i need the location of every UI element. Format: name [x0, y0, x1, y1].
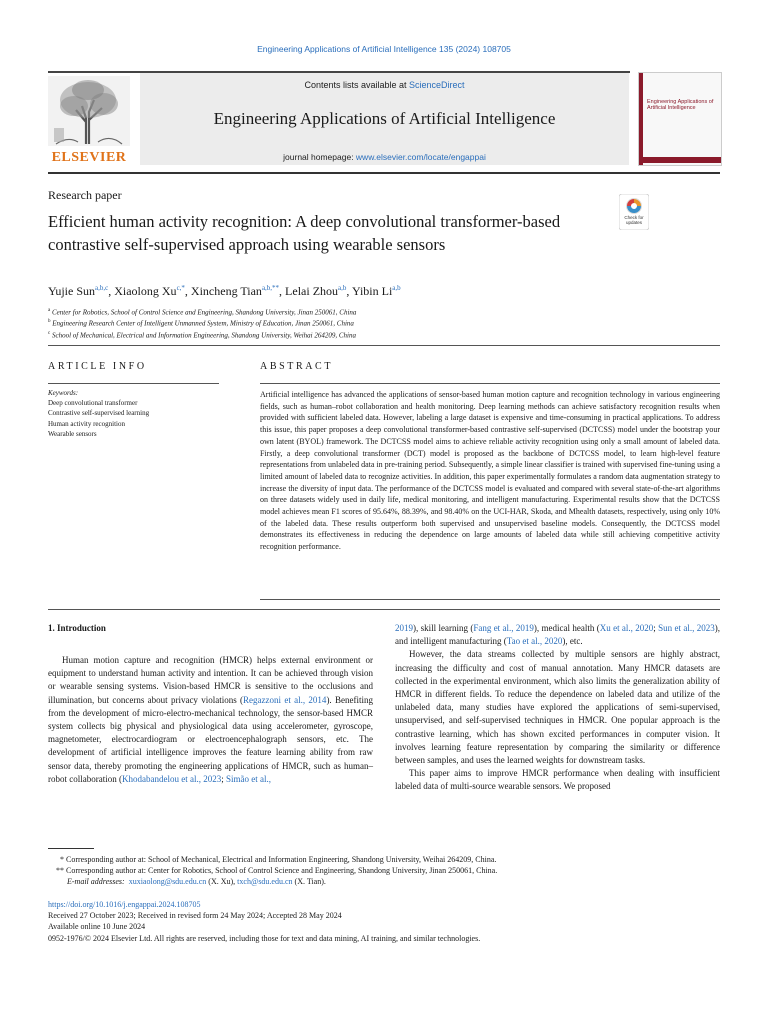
- header-bottom-rule: [48, 172, 720, 174]
- email-owner: (X. Tian).: [292, 877, 326, 887]
- publisher-logo-text[interactable]: ELSEVIER: [51, 150, 127, 165]
- cover-bottom-band: [643, 157, 721, 163]
- citation-link[interactable]: Simão et al.,: [225, 773, 271, 784]
- affiliation-text: School of Mechanical, Electrical and Information Engineering, Shandong University, Weihai 264209, China: [51, 330, 356, 339]
- article-type: Research paper: [48, 188, 122, 202]
- affiliation-text: Engineering Research Center of Intelligent Unmanned System, Ministry of Education, Jinan 250061, China: [52, 319, 354, 328]
- author-name[interactable]: Yujie Sun: [48, 284, 96, 298]
- publication-info: [48, 899, 720, 944]
- paper-title: Efficient human activity recognition: A deep convolutional transformer-based contrastive self-supervised approach using wearable sensors: [48, 212, 561, 254]
- footnote-text: Corresponding author at: Center for Robotics, School of Control Science and Engineering, Shandong University, Jinan 250061, China.: [66, 866, 498, 876]
- email-link[interactable]: xuxiaolong@sdu.edu.cn: [128, 877, 207, 887]
- doi-link[interactable]: https://doi.org/10.1016/j.engappai.2024.108705: [48, 900, 201, 909]
- keyword: Human activity recognition: [48, 419, 125, 428]
- text-run: ), skill learning (: [413, 623, 474, 633]
- author-separator: ,: [108, 284, 115, 298]
- text-run: Human motion capture and recognition (HMCR) helps external environment or equipment to understand human activity and intention. It can be achieved through vision or wearable sensing systems. Vision-based HMCR is sensitive to the occlusions and illumination, but concerns about privacy violations (: [48, 655, 373, 705]
- cover-title: Engineering Applications of Artificial Intelligence: [647, 99, 714, 111]
- keyword: Wearable sensors: [48, 429, 97, 438]
- header-top-rule: [48, 71, 630, 73]
- email-line: [48, 876, 720, 887]
- citation-link[interactable]: Khodabandelou et al., 2023: [121, 773, 222, 784]
- text-run: ), etc.: [562, 636, 583, 647]
- body-column-left: [48, 654, 373, 786]
- author-name[interactable]: Lelai Zhou: [285, 284, 339, 298]
- author-affiliation-marks[interactable]: a,b: [392, 284, 401, 292]
- received-dates: Received 27 October 2023; Received in revised form 24 May 2024; Accepted 28 May 2024: [48, 911, 342, 921]
- keywords-block: [48, 388, 228, 439]
- author-separator: ,: [279, 284, 286, 298]
- text-run: ;: [653, 623, 659, 633]
- body-column-right: [395, 622, 720, 794]
- affiliation-line: [48, 317, 728, 328]
- author-separator: ,: [346, 284, 352, 298]
- email-owner: (X. Xu),: [206, 877, 238, 887]
- author-affiliation-marks[interactable]: a,b,**: [261, 284, 280, 292]
- abstract-rule: [260, 383, 720, 384]
- author-affiliation-marks[interactable]: a,b,c: [95, 284, 109, 292]
- keyword: Deep convolutional transformer: [48, 399, 138, 408]
- citation-link[interactable]: Sun et al., 2023: [658, 623, 715, 633]
- footnotes: [48, 854, 720, 888]
- affiliation-line: [48, 306, 728, 317]
- footnote: [48, 854, 720, 865]
- author-separator: ,: [184, 284, 191, 298]
- footnote-mark: **: [56, 866, 64, 876]
- author-name[interactable]: Xiaolong Xu: [114, 284, 177, 298]
- footnote-mark: *: [60, 855, 64, 864]
- footnote: [48, 865, 720, 876]
- affiliation-line: [48, 329, 728, 340]
- intro-paragraph: [48, 654, 373, 786]
- intro-paragraph: However, the data streams collected by multiple sensors are highly abstract, increasing the difficulty and cost of manual annotation. Many HMCR datasets are collected in the experimental environment, which also limits the generalization ability of HMCR in different fields. To reduce the dependence on labeled data and utilize of the unlabeled data, many studies have explored the applications of semi-supervised, unsupervised, and self-supervised techniques in HMCR. One popular approach is the contrastive learning, which has shown excited performances in computer vision. It involves learning feature representation by comparing the similarity or difference between samples, and uses the learned weights for downstream tasks.: [395, 649, 720, 766]
- affiliations: [48, 306, 728, 340]
- abstract-bottom-rule: [260, 599, 720, 600]
- contents-prefix: Contents lists available at: [304, 80, 410, 90]
- cover-stripe: [639, 73, 643, 165]
- keywords-label: Keywords:: [48, 389, 79, 397]
- email-label: E-mail addresses:: [67, 877, 125, 887]
- intro-paragraph: This paper aims to improve HMCR performance when dealing with insufficient labeled data of multi-source wearable sensors. We proposed: [395, 768, 720, 792]
- citation-link[interactable]: Regazzoni et al., 2014: [243, 694, 327, 705]
- journal-reference-link[interactable]: Engineering Applications of Artificial Intelligence 135 (2024) 108705: [257, 44, 511, 54]
- intro-paragraph-continued: [395, 622, 720, 648]
- abstract-text: Artificial intelligence has advanced the applications of sensor-based human motion capture and recognition technology in various engineering fields, such as human–robot collaboration and health monitoring. Deep learning methods can achieve satisfactory recognition results when provided with sufficient labeled data. However, labeling a large dataset is expensive and time-consuming in practical applications. To address this issue, this paper proposes a deep convolutional transformer-based contrastive self-supervised (DCTCSS) model under the bootstrap your own latent (BYOL) framework. The DCTCSS model aims to achieve reliable activity recognition using only a small amount of labeled data. Firstly, a deep convolutional transformer (DCT) model is proposed as the backbone of DCTCSS model, to learn high-level feature representations from unlabeled data in pre-training period. Subsequently, a simple linear classifier is trained with supervised fine-tuning using a limited amount of labeled data to recognize activities. In addition, this paper experimentally formulates a random data augmentation strategy to increase the diversity of input data. The performance of the DCTCSS model is evaluated and compared with several state-of-the-art algorithms on three datasets widely used in daily life, medical monitoring, and intelligent manufacturing. Experimental results show that the DCTCSS model achieves mean F1 scores of 95.64%, 88.39%, and 98.40% on the UCI-HAR, Skoda, and Mhealth datasets, respectively, using only 10% of the labeled data. These results outperform both supervised and unsupervised baseline models. Consequently, the DCTCSS model demonstrates its effectiveness in reducing the dependence on large amounts of labeled data while still achieving competitive activity recognition performance.: [260, 390, 720, 552]
- text-run: ), and intelligent manufacturing (: [395, 623, 720, 647]
- text-run: ). Benefiting from the development of micro-electro-mechanical technology, the sensor-based HMCR system collects big physical and physiological data using accelerometer, gyroscope, magnetometer, electrocardiogram or electroencephalograph sensors, etc. The development of artificial intelligence improves the feature learning ability from raw sensor data, thereby promoting the engineering applications of HMCR, such as human–robot collaboration (: [48, 694, 373, 784]
- affiliation-text: Center for Robotics, School of Control Science and Engineering, Shandong University, Jinan 250061, China: [51, 308, 357, 317]
- citation-link[interactable]: Tao et al., 2020: [506, 636, 563, 647]
- author-name[interactable]: Xincheng Tian: [190, 284, 262, 298]
- keyword: Contrastive self-supervised learning: [48, 409, 150, 418]
- check-for-updates-icon[interactable]: [619, 194, 649, 230]
- footnote-rule: [48, 848, 94, 849]
- citation-link[interactable]: Xu et al., 2020: [599, 623, 654, 633]
- homepage-prefix: journal homepage:: [283, 152, 356, 162]
- journal-title: Engineering Applications of Artificial Intelligence: [213, 109, 556, 128]
- homepage-link[interactable]: www.elsevier.com/locate/engappai: [355, 152, 486, 162]
- text-run: ;: [221, 773, 226, 784]
- title-rule: [48, 345, 720, 346]
- author-affiliation-marks[interactable]: c,*: [176, 284, 185, 292]
- citation-link[interactable]: 2019: [395, 623, 413, 633]
- check-for-updates-label: Check for updates: [624, 215, 644, 225]
- abstract-heading: ABSTRACT: [260, 361, 334, 372]
- sciencedirect-link[interactable]: ScienceDirect: [409, 80, 465, 90]
- email-link[interactable]: txch@sdu.edu.cn: [237, 877, 293, 887]
- copyright-line: 0952-1976/© 2024 Elsevier Ltd. All rights are reserved, including those for text and data mining, AI training, and similar technologies.: [48, 933, 481, 943]
- article-info-heading: ARTICLE INFO: [48, 361, 147, 372]
- online-date: Available online 10 June 2024: [48, 922, 146, 932]
- journal-cover-thumbnail[interactable]: [638, 72, 722, 166]
- author-name[interactable]: Yibin Li: [351, 284, 393, 298]
- author-affiliation-marks[interactable]: a,b: [338, 284, 347, 292]
- article-info-rule: [48, 383, 219, 384]
- section-heading-introduction: 1. Introduction: [48, 623, 106, 633]
- text-run: ), medical health (: [533, 623, 600, 633]
- footnote-text: Corresponding author at: School of Mechanical, Electrical and Information Engineering, Shandong University, Weihai 264209, China.: [66, 855, 497, 864]
- citation-link[interactable]: Fang et al., 2019: [473, 623, 534, 633]
- body-separator-rule: [48, 609, 720, 610]
- affiliation-mark: c: [48, 330, 51, 336]
- author-list: [48, 284, 728, 299]
- affiliation-mark: b: [48, 319, 51, 325]
- contents-line: [140, 80, 629, 90]
- affiliation-mark: a: [48, 308, 51, 313]
- homepage-line: [140, 152, 629, 162]
